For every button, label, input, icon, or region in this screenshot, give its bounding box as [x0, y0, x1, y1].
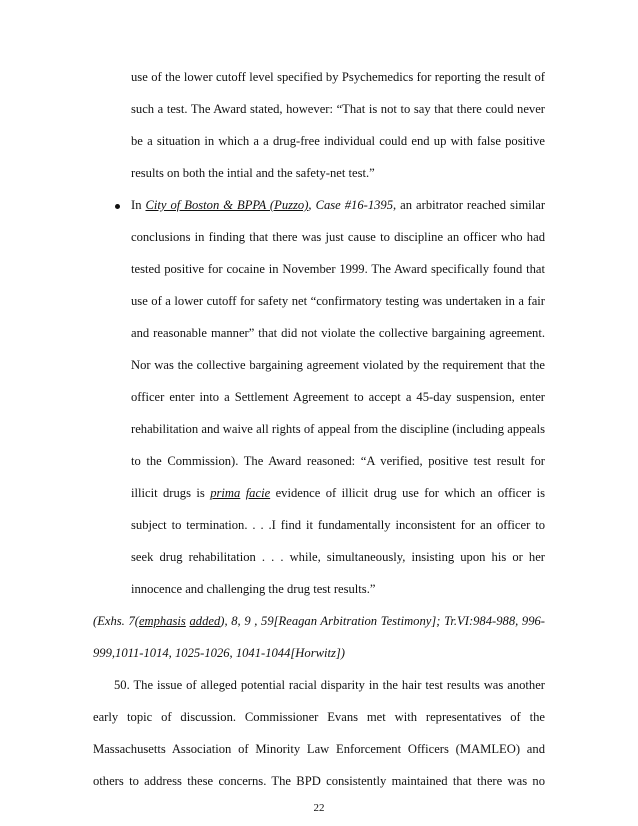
- text-span: illicit drugs is: [131, 486, 211, 500]
- text-line: results on both the intial and the safety-net test.”: [131, 166, 375, 180]
- text-span: In: [131, 198, 146, 212]
- text-line: others to address these concerns. The BPD consistently maintained that there was no: [93, 774, 545, 788]
- bullet-first-line: [131, 197, 545, 213]
- text-line: Nor was the collective bargaining agreement violated by the requirement that the: [131, 358, 545, 372]
- bullet-icon: [115, 204, 120, 209]
- text-line: innocence and challenging the drug test results.”: [131, 582, 376, 596]
- case-number: Case #16-1395: [315, 198, 394, 212]
- prima-word: prima: [210, 486, 241, 500]
- text-span: , an arbitrator reached similar: [393, 198, 546, 212]
- text-line: early topic of discussion. Commissioner Evans met with representatives of the: [93, 710, 545, 724]
- text-span: evidence of illicit drug use for which an officer is: [270, 486, 545, 500]
- text-line: tested positive for cocaine in November 1999. The Award specifically found that: [131, 262, 545, 276]
- paragraph-50-line: 50. The issue of alleged potential racial disparity in the hair test results was another: [114, 678, 545, 692]
- emphasis-word: emphasis: [138, 614, 186, 628]
- text-span: (Exhs. 7(: [93, 614, 139, 628]
- text-line: rehabilitation and waive all rights of appeal from the discipline (including appeals: [131, 422, 545, 436]
- text-span: ), 8, 9 , 59[Reagan Arbitration Testimony]; Tr.VI:984-988, 996-: [220, 614, 545, 628]
- text-line: such a test. The Award stated, however: “That is not to say that there could never: [131, 102, 545, 116]
- citation-line-2: 999,1011-1014, 1025-1026, 1041-1044[Horwitz]): [93, 646, 345, 660]
- facie-word: facie: [245, 486, 271, 500]
- prima-facie-line: [131, 485, 545, 501]
- text-line: use of a lower cutoff for safety net “confirmatory testing was undertaken in a fair: [131, 294, 545, 308]
- added-word: added: [189, 614, 221, 628]
- citation-line: [93, 613, 545, 629]
- text-line: be a situation in which a a drug-free individual could end up with false positive: [131, 134, 545, 148]
- text-line: and reasonable manner” that did not violate the collective bargaining agreement.: [131, 326, 545, 340]
- text-line: officer enter into a Settlement Agreement to accept a 45-day suspension, enter: [131, 390, 545, 404]
- text-line: use of the lower cutoff level specified by Psychemedics for reporting the result of: [131, 70, 545, 84]
- text-line: to the Commission). The Award reasoned: “A verified, positive test result for: [131, 454, 545, 468]
- case-name-link: City of Boston & BPPA (Puzzo): [145, 198, 309, 212]
- text-line: seek drug rehabilitation . . . while, simultaneously, insisting upon his or her: [131, 550, 545, 564]
- text-line: conclusions in finding that there was just cause to discipline an officer who had: [131, 230, 545, 244]
- page-number: 22: [313, 802, 325, 814]
- text-span: ,: [308, 198, 316, 212]
- text-line: Massachusetts Association of Minority Law Enforcement Officers (MAMLEO) and: [93, 742, 545, 756]
- text-line: subject to termination. . . .I find it fundamentally inconsistent for an officer to: [131, 518, 545, 532]
